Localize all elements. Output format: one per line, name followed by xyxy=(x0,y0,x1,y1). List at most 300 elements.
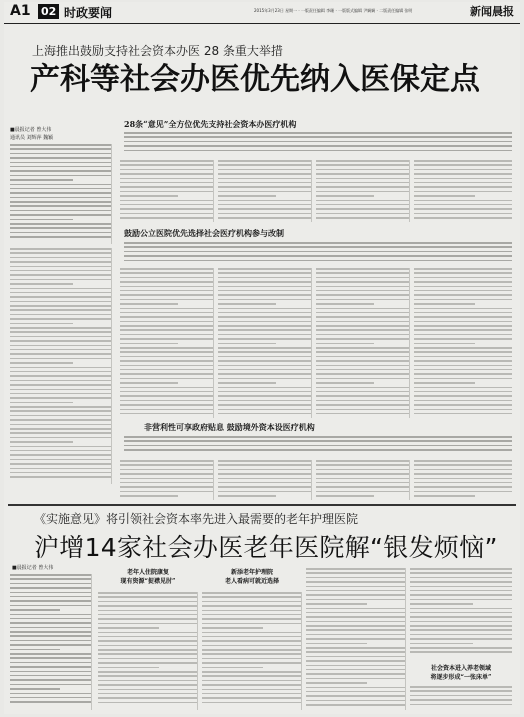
text-line xyxy=(10,371,111,373)
text-line xyxy=(10,323,73,325)
text-line xyxy=(120,351,213,353)
text-line xyxy=(414,373,512,375)
text-line xyxy=(10,214,111,216)
text-line xyxy=(120,482,213,484)
text-line xyxy=(316,268,409,270)
text-line xyxy=(414,378,512,380)
text-line xyxy=(414,290,512,292)
text-line xyxy=(10,472,111,474)
story1-col2a-text xyxy=(120,160,214,222)
story2-headline: 沪增14家社会办医老年医院解“银发烦恼” xyxy=(34,533,498,562)
text-line xyxy=(218,217,311,219)
text-line xyxy=(120,347,213,349)
story1-col4a-text xyxy=(316,160,410,222)
story1-col4b-text xyxy=(316,268,410,418)
text-line xyxy=(98,702,197,704)
newspaper-page xyxy=(4,2,520,714)
text-line xyxy=(316,178,409,180)
text-line xyxy=(414,299,512,301)
text-line xyxy=(120,413,213,415)
text-line xyxy=(124,242,512,244)
text-line xyxy=(120,382,178,384)
text-line xyxy=(414,347,512,349)
text-line xyxy=(306,687,405,689)
text-line xyxy=(306,673,405,675)
text-line xyxy=(120,343,178,345)
text-line xyxy=(120,400,213,402)
text-line xyxy=(98,614,197,616)
text-line xyxy=(316,213,409,215)
text-line xyxy=(414,321,512,323)
text-line xyxy=(410,690,512,692)
text-line xyxy=(10,410,111,412)
text-line xyxy=(202,689,301,691)
text-line xyxy=(218,473,311,475)
text-line xyxy=(316,294,409,296)
text-line xyxy=(10,166,111,168)
text-line xyxy=(414,334,512,336)
text-line xyxy=(120,464,213,466)
text-line xyxy=(218,382,276,384)
text-line xyxy=(414,391,512,393)
story2-box-3: 社会资本进入养老领域 将逐步形成“一张床单” xyxy=(430,665,492,681)
text-line xyxy=(316,321,409,323)
text-line xyxy=(218,460,311,462)
text-line xyxy=(10,432,111,434)
text-line xyxy=(218,321,311,323)
text-line xyxy=(10,415,111,417)
text-line xyxy=(316,391,409,393)
text-line xyxy=(414,200,512,202)
text-line xyxy=(306,629,405,631)
text-line xyxy=(10,148,111,150)
text-line xyxy=(10,274,111,276)
text-line xyxy=(316,365,409,367)
text-line xyxy=(414,217,512,219)
text-line xyxy=(414,369,512,371)
text-line xyxy=(10,314,111,316)
text-line xyxy=(10,375,111,377)
text-line xyxy=(120,195,178,197)
text-line xyxy=(10,270,111,272)
text-line xyxy=(316,217,409,219)
text-line xyxy=(10,227,111,229)
text-line xyxy=(414,213,512,215)
text-line xyxy=(414,343,475,345)
text-line xyxy=(202,684,301,686)
text-line xyxy=(10,437,111,439)
text-line xyxy=(218,413,311,415)
text-line xyxy=(98,697,197,699)
text-line xyxy=(124,141,512,143)
text-line xyxy=(120,316,213,318)
text-line xyxy=(316,347,409,349)
text-line xyxy=(316,303,374,305)
text-line xyxy=(410,625,512,627)
story1-summary-1 xyxy=(124,132,512,154)
text-line xyxy=(10,459,111,461)
text-line xyxy=(10,441,73,443)
text-line xyxy=(98,601,197,603)
text-line xyxy=(316,369,409,371)
text-line xyxy=(316,395,409,397)
text-line xyxy=(306,616,405,618)
text-line xyxy=(10,701,91,703)
text-line xyxy=(98,684,197,686)
text-line xyxy=(120,173,213,175)
text-line xyxy=(10,261,111,263)
text-line xyxy=(10,327,111,329)
text-line xyxy=(316,469,409,471)
text-line xyxy=(10,389,111,391)
text-line xyxy=(120,178,213,180)
text-line xyxy=(10,653,91,655)
text-line xyxy=(10,192,111,194)
text-line xyxy=(218,316,311,318)
text-line xyxy=(10,144,111,146)
text-line xyxy=(120,409,213,411)
text-line xyxy=(124,251,512,253)
text-line xyxy=(414,204,512,206)
text-line xyxy=(120,365,213,367)
text-line xyxy=(124,145,512,147)
text-line xyxy=(316,164,409,166)
text-line xyxy=(218,325,311,327)
text-line xyxy=(218,486,311,488)
text-line xyxy=(414,268,512,270)
text-line xyxy=(98,618,197,620)
text-line xyxy=(414,356,512,358)
text-line xyxy=(414,169,512,171)
text-line xyxy=(10,446,111,448)
text-line xyxy=(202,658,301,660)
text-line xyxy=(316,173,409,175)
text-line xyxy=(414,329,512,331)
text-line xyxy=(414,482,512,484)
text-line xyxy=(120,277,213,279)
story1-col3a-text xyxy=(218,160,312,222)
text-line xyxy=(414,486,512,488)
text-line xyxy=(218,178,311,180)
text-line xyxy=(98,653,197,655)
text-line xyxy=(202,596,301,598)
text-line xyxy=(316,478,409,480)
text-line xyxy=(218,213,311,215)
story2-col5-text xyxy=(410,568,512,658)
text-line xyxy=(10,635,91,637)
text-line xyxy=(10,279,111,281)
text-line xyxy=(202,675,301,677)
text-line xyxy=(10,162,111,164)
text-line xyxy=(218,312,311,314)
text-line xyxy=(98,649,197,651)
text-line xyxy=(414,478,512,480)
text-line xyxy=(98,658,197,660)
text-line xyxy=(10,384,111,386)
text-line xyxy=(414,281,512,283)
text-line xyxy=(202,614,301,616)
text-line xyxy=(414,469,512,471)
text-line xyxy=(10,362,73,364)
text-line xyxy=(120,308,213,310)
text-line xyxy=(10,424,111,426)
text-line xyxy=(10,248,111,250)
text-line xyxy=(10,318,111,320)
text-line xyxy=(410,704,512,706)
text-line xyxy=(120,329,213,331)
text-line xyxy=(10,454,111,456)
text-line xyxy=(98,662,197,664)
text-line xyxy=(218,491,311,493)
text-line xyxy=(316,382,374,384)
text-line xyxy=(410,643,473,645)
text-line xyxy=(410,577,512,579)
text-line xyxy=(124,445,512,447)
text-line xyxy=(306,651,405,653)
text-line xyxy=(120,395,213,397)
text-line xyxy=(410,568,512,570)
text-line xyxy=(218,482,311,484)
text-line xyxy=(306,691,405,693)
text-line xyxy=(218,347,311,349)
text-line xyxy=(10,640,91,642)
text-line xyxy=(414,400,512,402)
text-line xyxy=(218,303,276,305)
story1-kicker: 上海推出鼓励支持社会资本办医 28 条重大举措 xyxy=(32,44,283,58)
text-line xyxy=(316,191,409,193)
text-line xyxy=(10,219,73,221)
text-line xyxy=(218,191,311,193)
text-line xyxy=(306,612,405,614)
story2-kicker: 《实施意见》将引领社会资本率先进入最需要的老年护理医院 xyxy=(34,512,359,526)
text-line xyxy=(316,195,374,197)
text-line xyxy=(10,419,111,421)
story1-lead-text xyxy=(10,144,112,244)
text-line xyxy=(218,395,311,397)
text-line xyxy=(218,290,311,292)
text-line xyxy=(10,631,91,633)
text-line xyxy=(306,634,405,636)
text-line xyxy=(10,309,111,311)
text-line xyxy=(218,195,276,197)
text-line xyxy=(414,303,475,305)
text-line xyxy=(202,605,301,607)
text-line xyxy=(10,596,91,598)
text-line xyxy=(10,252,111,254)
text-line xyxy=(414,491,512,493)
story2-box-1: 老年人住院康复 现有资源“捉襟见肘” xyxy=(120,569,176,585)
text-line xyxy=(218,378,311,380)
text-line xyxy=(316,334,409,336)
text-line xyxy=(120,486,213,488)
text-line xyxy=(98,596,197,598)
text-line xyxy=(10,296,111,298)
story1-col5a-text xyxy=(414,160,512,222)
text-line xyxy=(306,682,367,684)
text-line xyxy=(10,331,111,333)
story2-col5b-text xyxy=(410,686,512,710)
text-line xyxy=(10,266,111,268)
text-line xyxy=(316,169,409,171)
text-line xyxy=(10,210,111,212)
text-line xyxy=(316,460,409,462)
text-line xyxy=(10,662,91,664)
text-line xyxy=(316,272,409,274)
text-line xyxy=(202,649,301,651)
text-line xyxy=(306,638,405,640)
text-line xyxy=(218,387,311,389)
text-line xyxy=(316,308,409,310)
text-line xyxy=(414,473,512,475)
text-line xyxy=(10,679,91,681)
text-line xyxy=(316,160,409,162)
text-line xyxy=(10,609,60,611)
text-line xyxy=(414,186,512,188)
text-line xyxy=(120,186,213,188)
text-line xyxy=(306,590,405,592)
text-line xyxy=(98,689,197,691)
text-line xyxy=(120,369,213,371)
text-line xyxy=(316,387,409,389)
text-line xyxy=(98,610,197,612)
text-line xyxy=(218,294,311,296)
text-line xyxy=(10,179,73,181)
text-line xyxy=(124,449,512,451)
text-line xyxy=(120,387,213,389)
text-line xyxy=(10,283,73,285)
text-line xyxy=(316,482,409,484)
text-line xyxy=(120,491,213,493)
text-line xyxy=(10,671,91,673)
text-line xyxy=(98,693,197,695)
text-line xyxy=(10,406,111,408)
text-line xyxy=(202,640,301,642)
text-line xyxy=(120,404,213,406)
text-line xyxy=(410,629,512,631)
text-line xyxy=(120,294,213,296)
text-line xyxy=(120,299,213,301)
text-line xyxy=(120,160,213,162)
text-line xyxy=(10,622,91,624)
text-line xyxy=(316,495,374,497)
text-line xyxy=(306,572,405,574)
text-line xyxy=(202,697,301,699)
text-line xyxy=(414,325,512,327)
text-line xyxy=(10,232,111,234)
text-line xyxy=(124,150,512,152)
text-line xyxy=(316,464,409,466)
text-line xyxy=(410,572,512,574)
text-line xyxy=(414,191,512,193)
text-line xyxy=(218,160,311,162)
text-line xyxy=(98,605,197,607)
text-line xyxy=(202,653,301,655)
text-line xyxy=(218,391,311,393)
text-line xyxy=(120,360,213,362)
story1-col4c-text xyxy=(316,460,410,500)
text-line xyxy=(316,204,409,206)
text-line xyxy=(414,495,475,497)
text-line xyxy=(120,325,213,327)
text-line xyxy=(10,380,111,382)
text-line xyxy=(306,621,405,623)
text-line xyxy=(316,290,409,292)
text-line xyxy=(218,164,311,166)
text-line xyxy=(10,468,111,470)
text-line xyxy=(316,329,409,331)
text-line xyxy=(218,400,311,402)
story1-col3b-text xyxy=(218,268,312,418)
text-line xyxy=(10,463,111,465)
text-line xyxy=(120,312,213,314)
text-line xyxy=(10,397,111,399)
text-line xyxy=(410,586,512,588)
text-line xyxy=(120,473,213,475)
text-line xyxy=(10,402,73,404)
text-line xyxy=(414,208,512,210)
text-line xyxy=(414,312,512,314)
text-line xyxy=(410,581,512,583)
text-line xyxy=(414,160,512,162)
text-line xyxy=(414,277,512,279)
text-line xyxy=(202,680,301,682)
story2-col4-text xyxy=(306,568,406,710)
text-line xyxy=(10,170,111,172)
text-line xyxy=(316,360,409,362)
text-line xyxy=(414,308,512,310)
text-line xyxy=(202,645,301,647)
text-line xyxy=(316,413,409,415)
text-line xyxy=(306,669,405,671)
text-line xyxy=(10,684,91,686)
text-line xyxy=(218,200,311,202)
text-line xyxy=(98,640,197,642)
text-line xyxy=(10,288,111,290)
text-line xyxy=(218,286,311,288)
text-line xyxy=(218,356,311,358)
text-line xyxy=(120,356,213,358)
text-line xyxy=(316,281,409,283)
text-line xyxy=(202,693,301,695)
text-line xyxy=(120,495,178,497)
text-line xyxy=(10,201,111,203)
text-line xyxy=(98,592,197,594)
text-line xyxy=(10,587,91,589)
text-line xyxy=(410,603,473,605)
story1-summary-2 xyxy=(124,242,512,264)
story2-byline: ■晨报记者 曾大伟 xyxy=(12,565,54,571)
text-line xyxy=(124,136,512,138)
text-line xyxy=(306,581,405,583)
text-line xyxy=(10,583,91,585)
text-line xyxy=(124,246,512,248)
text-line xyxy=(218,277,311,279)
text-line xyxy=(316,356,409,358)
text-line xyxy=(306,704,405,706)
text-line xyxy=(218,409,311,411)
masthead xyxy=(4,2,520,24)
text-line xyxy=(414,464,512,466)
text-line xyxy=(202,702,301,704)
story1-summary-3 xyxy=(124,436,512,456)
text-line xyxy=(218,308,311,310)
text-line xyxy=(218,404,311,406)
text-line xyxy=(316,208,409,210)
paper-name: 新闻晨报 xyxy=(470,5,514,18)
text-line xyxy=(10,349,111,351)
text-line xyxy=(316,200,409,202)
text-line xyxy=(414,316,512,318)
